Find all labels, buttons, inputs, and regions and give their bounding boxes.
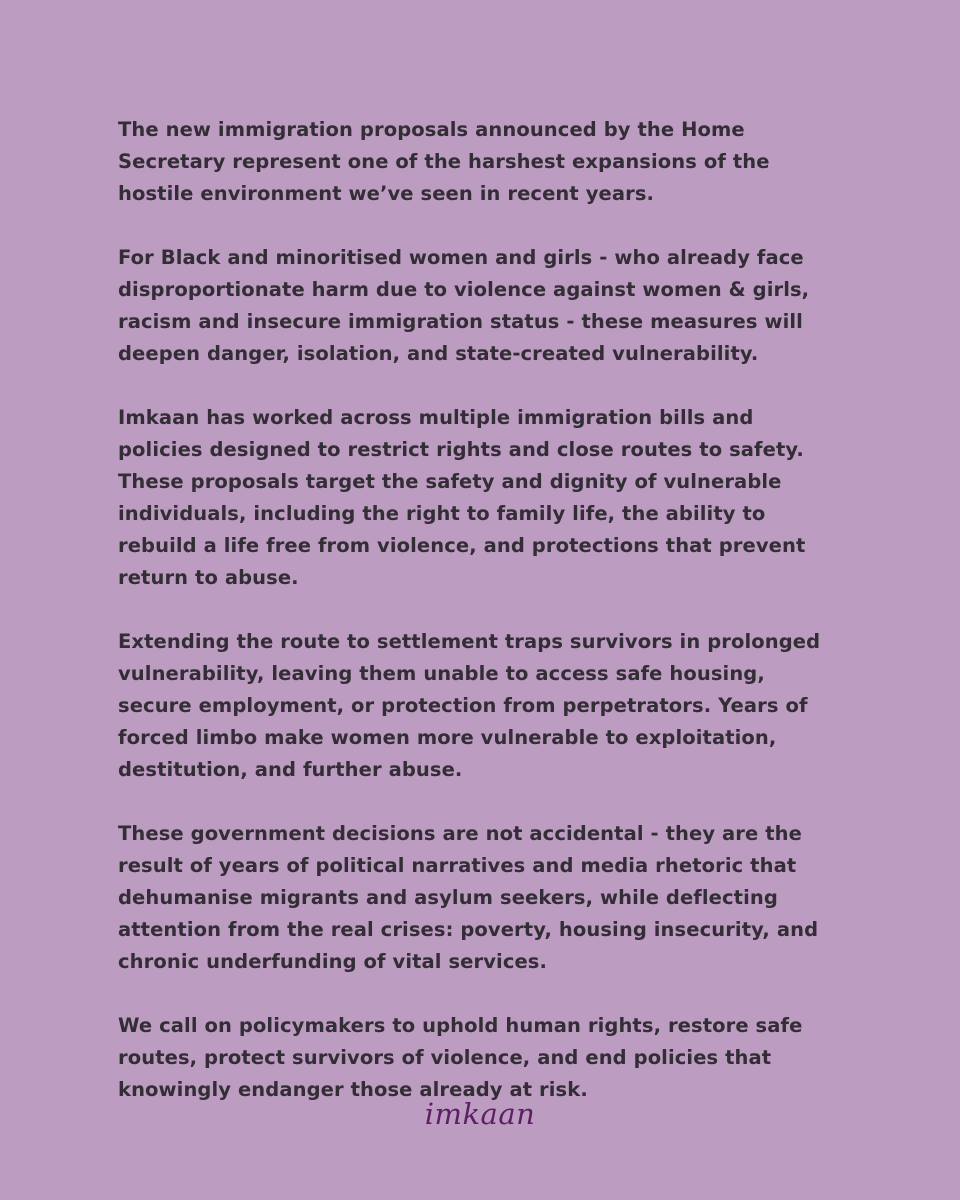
- statement-line: destitution, and further abuse.: [118, 758, 463, 781]
- statement-line: knowingly endanger those already at risk.: [118, 1078, 588, 1101]
- paragraph-government-decisions: [118, 818, 848, 978]
- statement-line: The new immigration proposals announced by the Home: [118, 118, 745, 141]
- statement-line: disproportionate harm due to violence against women & girls,: [118, 278, 810, 301]
- statement-line: rebuild a life free from violence, and protections that prevent: [118, 534, 806, 557]
- statement-line: individuals, including the right to family life, the ability to: [118, 502, 766, 525]
- paragraph-impact: [118, 242, 848, 370]
- imkaan-logo-signature: imkaan: [424, 1097, 536, 1131]
- statement-line: forced limbo make women more vulnerable to exploitation,: [118, 726, 777, 749]
- statement-line: We call on policymakers to uphold human rights, restore safe: [118, 1014, 803, 1037]
- statement-line: vulnerability, leaving them unable to access safe housing,: [118, 662, 765, 685]
- statement-line: policies designed to restrict rights and close routes to safety.: [118, 438, 804, 461]
- statement-line: For Black and minoritised women and girls - who already face: [118, 246, 804, 269]
- statement-line: attention from the real crises: poverty, housing insecurity, and: [118, 918, 819, 941]
- paragraph-imkaan-work: [118, 402, 848, 594]
- statement-line: racism and insecure immigration status - these measures will: [118, 310, 803, 333]
- statement-line: result of years of political narratives and media rhetoric that: [118, 854, 797, 877]
- statement-line: These government decisions are not accidental - they are the: [118, 822, 802, 845]
- statement-body: [118, 114, 848, 1106]
- statement-line: secure employment, or protection from perpetrators. Years of: [118, 694, 808, 717]
- statement-line: deepen danger, isolation, and state-created vulnerability.: [118, 342, 759, 365]
- statement-line: Imkaan has worked across multiple immigration bills and: [118, 406, 754, 429]
- statement-line: return to abuse.: [118, 566, 299, 589]
- statement-line: chronic underfunding of vital services.: [118, 950, 548, 973]
- paragraph-intro: [118, 114, 848, 210]
- paragraph-call-to-action: [118, 1010, 848, 1106]
- statement-line: These proposals target the safety and dignity of vulnerable: [118, 470, 782, 493]
- statement-line: Extending the route to settlement traps survivors in prolonged: [118, 630, 821, 653]
- statement-line: Secretary represent one of the harshest expansions of the: [118, 150, 770, 173]
- paragraph-settlement: [118, 626, 848, 786]
- statement-line: hostile environment we’ve seen in recent years.: [118, 182, 655, 205]
- statement-line: routes, protect survivors of violence, and end policies that: [118, 1046, 772, 1069]
- statement-line: dehumanise migrants and asylum seekers, while deflecting: [118, 886, 778, 909]
